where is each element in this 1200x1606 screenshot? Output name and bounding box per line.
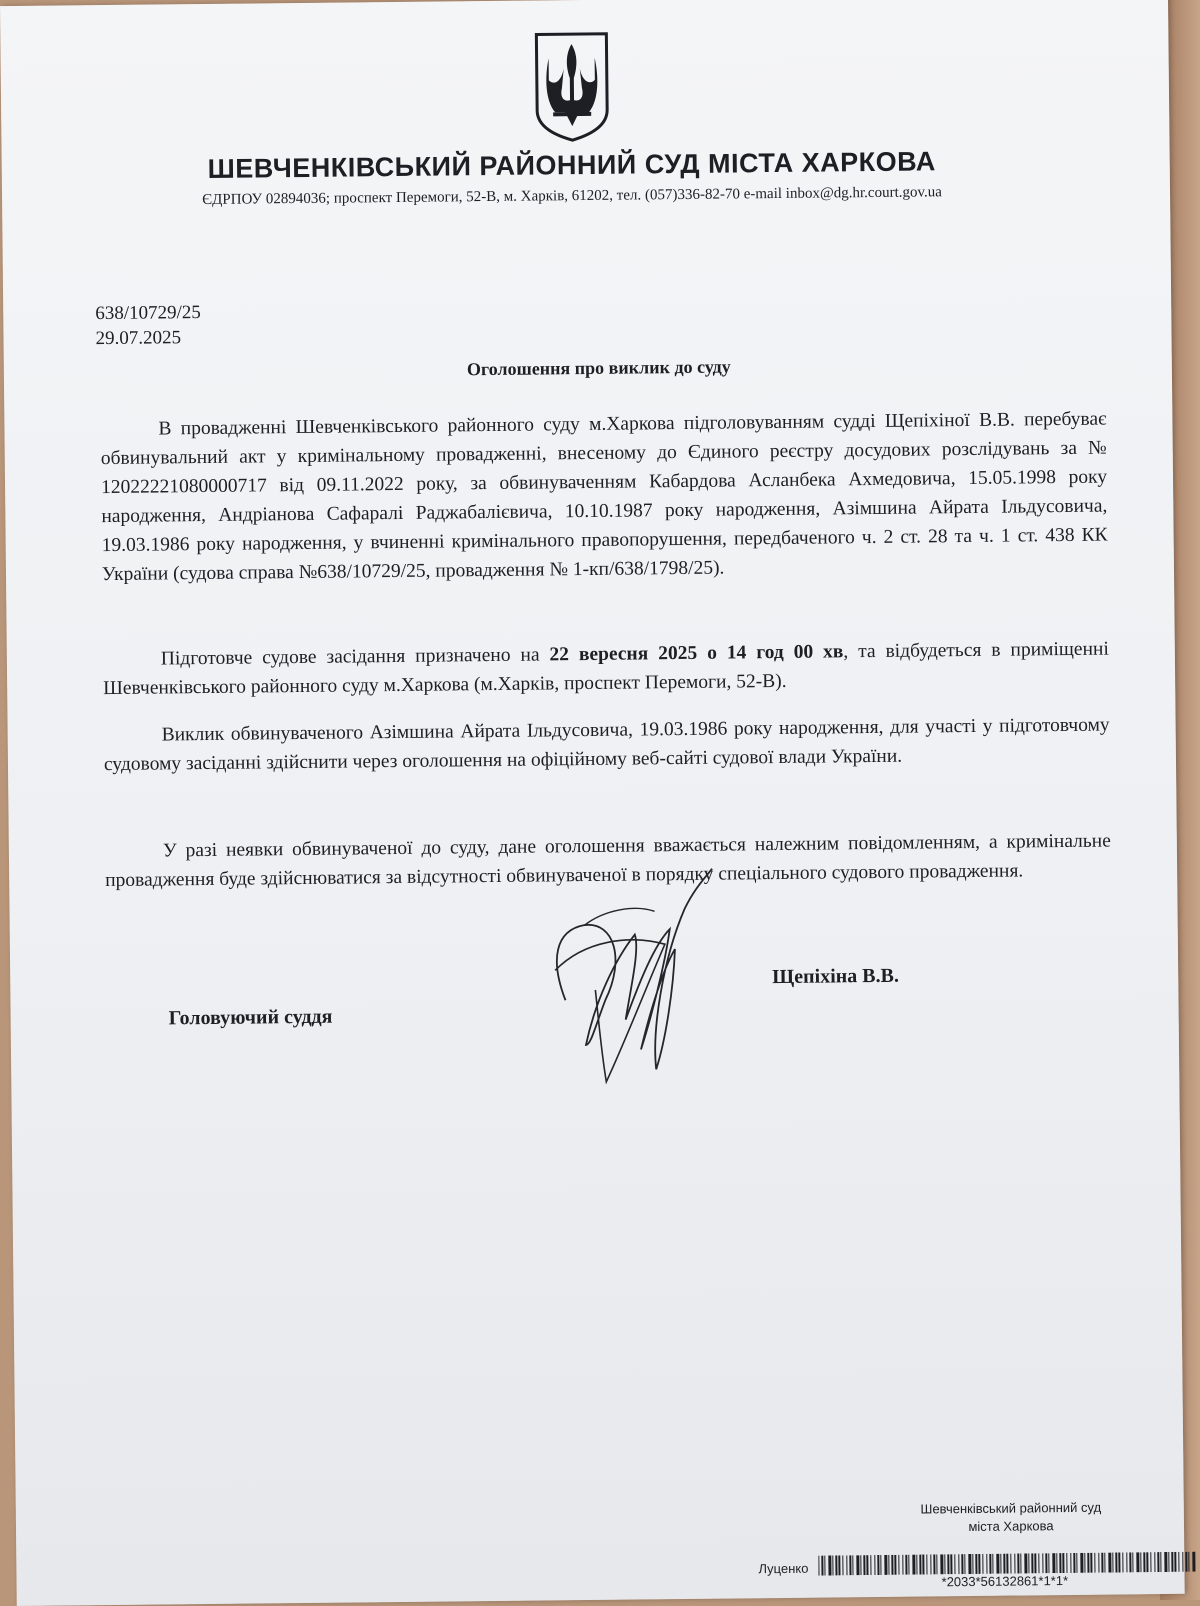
hearing-date-paragraph [103,635,1110,704]
barcode-icon [818,1552,1196,1576]
registration-date: 29.07.2025 [95,327,182,350]
judge-name: Щепіхіна В.В. [772,964,900,989]
summons-method-paragraph: Виклик обвинуваченого Азімшина Айрата Ільдусовича, 19.03.1986 року народження, для участі у підготовчому судовому засіданні здійснити через оголошення на офіційному веб-сайті судової влади України. [103,714,1110,776]
registry-stamp-court: Шевченківський районний суд [920,1499,1102,1517]
handwritten-signature-icon [544,849,717,1101]
document-title: Оголошення про виклик до суду [466,356,731,380]
court-contact-details: ЄДРПОУ 02894036; проспект Перемоги, 52-В, м. Харків, 61202, тел. (057)336-82-70 e-mail inbox@dg.hr.court.gov.ua [202,184,942,209]
presiding-judge-label: Головуючий суддя [168,1005,333,1030]
registration-number: 638/10729/25 [95,302,201,325]
registry-stamp-city: міста Харкова [968,1518,1054,1535]
barcode-number: *2033*56132861*1*1* [941,1573,1069,1590]
hearing-text-after: , та відбудеться в приміщенні Шевченківського районного суду м.Харкова (м.Харків, проспект Перемоги, 52-В). [103,638,1109,700]
hearing-text-before: Підготовче судове засідання призначено на [160,644,550,670]
court-name-heading: ШЕВЧЕНКІВСЬКИЙ РАЙОННИЙ СУД МІСТА ХАРКОВА [207,146,936,184]
non-appearance-paragraph: У разі неявки обвинуваченої до суду, дане оголошення вважається належним повідомленням, а кримінальне провадження буде здійснюватися за відсутності обвинуваченої в порядку спеціального судового провадження. [105,830,1111,892]
hearing-datetime: 22 вересня 2025 о 14 год 00 хв [549,641,844,666]
registry-operator-name: Луценко [758,1560,809,1577]
ukraine-trident-icon [532,30,611,143]
case-description-paragraph: В провадженні Шевченківського районного суду м.Харкова підголовуванням судді Щепіхіної В.В. перебуває обвинувальний акт у кримінальному провадженні, внесеному до Єдиного реєстру досудових розслідувань за № 12022221080000717 від 09.11.2022 року, за обвинуваченням Кабардова Асланбека Ахмедовича, 15.05.1998 року народження, Андріанова Сафаралі Раджабалієвича, 10.10.1987 року народження, Азімшина Айрата Ільдусовича, 19.03.1986 року народження, у вчиненні кримінального правопорушення, передбаченого ч. 2 ст. 28 та ч. 1 ст. 438 КК України (судова справа №638/10729/25, провадження № 1-кп/638/1798/25). [100,408,1108,586]
